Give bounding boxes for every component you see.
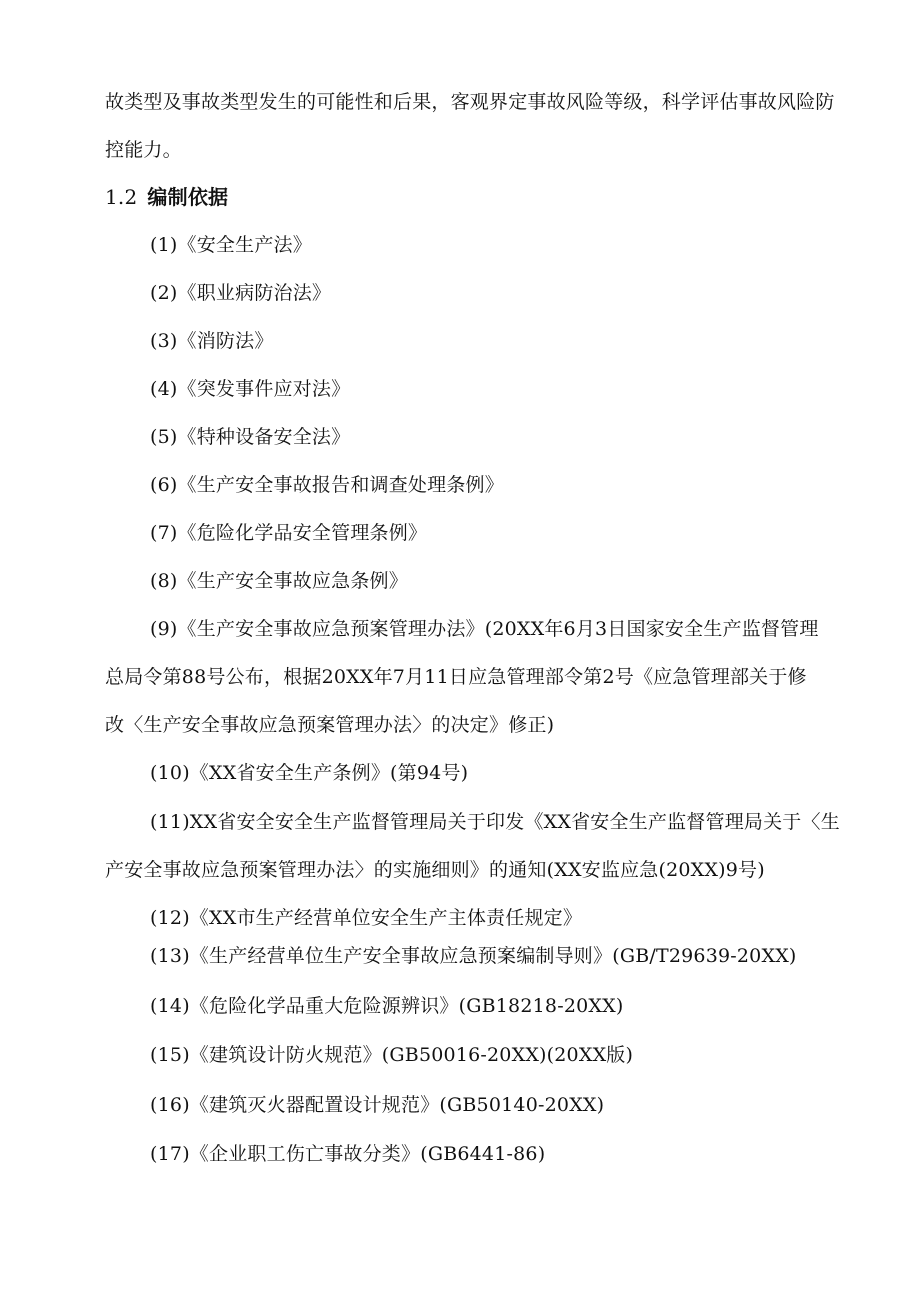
list-item-14: (14)《危险化学品重大危险源辨识》(GB18218-20XX) [150,995,624,1017]
list-item-2: (2)《职业病防治法》 [150,282,332,304]
section-heading [105,185,228,209]
list-item-9-line-1: (9)《生产安全事故应急预案管理办法》(20XX年6月3日国家安全生产监督管理 [150,618,819,640]
list-item-9-line-2: 总局令第88号公布，根据20XX年7月11日应急管理部令第2号《应急管理部关于修 [105,666,807,688]
list-item-8: (8)《生产安全事故应急条例》 [150,570,408,592]
section-number: 1.2 [105,185,138,209]
list-item-11-line-2: 产安全事故应急预案管理办法〉的实施细则》的通知(XX安监应急(20XX)9号) [105,859,765,881]
list-item-1: (1)《安全生产法》 [150,234,312,256]
list-item-3: (3)《消防法》 [150,330,274,352]
list-item-15: (15)《建筑设计防火规范》(GB50016-20XX)(20XX版) [150,1044,634,1066]
intro-line-1: 故类型及事故类型发生的可能性和后果，客观界定事故风险等级，科学评估事故风险防 [105,91,835,113]
list-item-6: (6)《生产安全事故报告和调查处理条例》 [150,474,504,496]
list-item-5: (5)《特种设备安全法》 [150,426,351,448]
list-item-10: (10)《XX省安全生产条例》(第94号) [150,762,469,784]
list-item-16: (16)《建筑灭火器配置设计规范》(GB50140-20XX) [150,1094,605,1116]
list-item-12: (12)《XX市生产经营单位安全生产主体责任规定》 [150,907,583,929]
list-item-7: (7)《危险化学品安全管理条例》 [150,522,428,544]
intro-line-2: 控能力。 [105,139,182,161]
list-item-11-line-1: (11)XX省安全安全生产监督管理局关于印发《XX省安全生产监督管理局关于〈生 [150,811,840,833]
list-item-13: (13)《生产经营单位生产安全事故应急预案编制导则》(GB/T29639-20XX) [150,945,797,967]
list-item-4: (4)《突发事件应对法》 [150,378,351,400]
list-item-9-line-3: 改〈生产安全事故应急预案管理办法〉的决定》修正) [105,714,555,736]
list-item-17: (17)《企业职工伤亡事故分类》(GB6441-86) [150,1143,546,1165]
section-title: 编制依据 [147,185,229,209]
